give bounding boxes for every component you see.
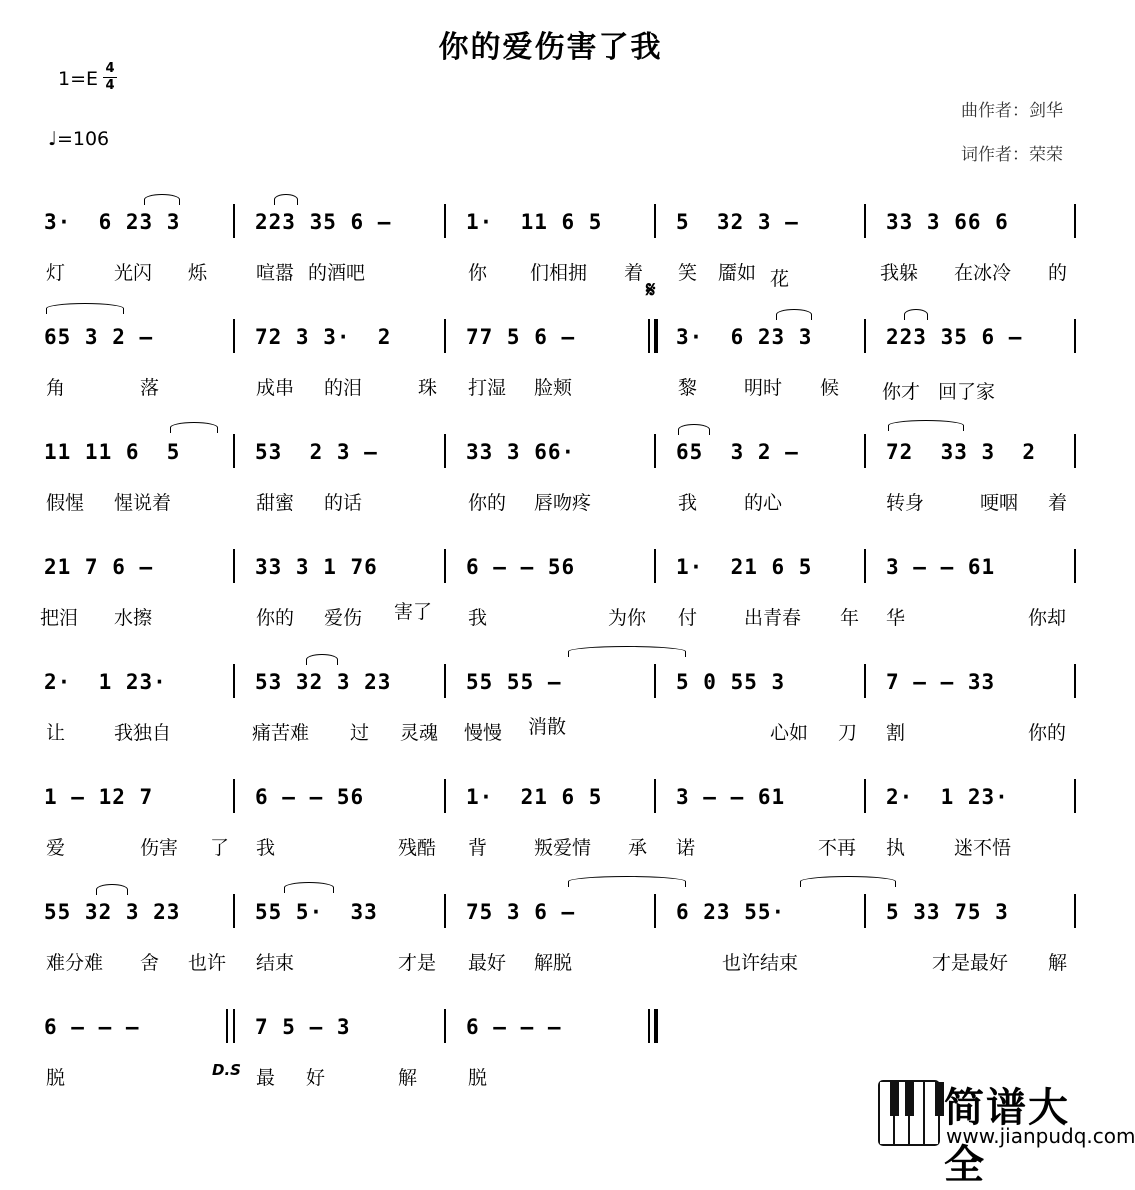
lyric: 笑 <box>678 262 698 284</box>
lyric: 解 <box>1048 952 1068 974</box>
lyric: 叛爱情 <box>534 837 592 859</box>
lyric: 舍 <box>140 952 160 974</box>
barline <box>444 319 446 353</box>
tie-arc <box>284 882 334 893</box>
piano-key <box>925 1082 938 1144</box>
measure: 11 11 6 5 <box>44 440 181 464</box>
logo-text: 简谱大全 <box>944 1085 1070 1188</box>
double-barline <box>648 319 650 353</box>
tie-arc <box>96 884 128 895</box>
lyric: 角 <box>46 377 66 399</box>
lyric: 你 <box>468 262 488 284</box>
lyric: 的话 <box>324 492 363 514</box>
barline <box>444 434 446 468</box>
lyric: 假惺 <box>46 492 85 514</box>
time-signature-bottom: 4 <box>105 78 115 93</box>
tie-arc <box>170 422 218 433</box>
composer-credit: 曲作者：剑华 <box>961 101 1063 121</box>
double-barline <box>654 319 658 353</box>
measure: 33 3 66 6 <box>886 210 1009 234</box>
notes-row-3 <box>0 428 1101 474</box>
barline <box>444 549 446 583</box>
measure: 55 32 3 23 <box>44 900 181 924</box>
lyric: 付 <box>678 607 698 629</box>
score-row-2 <box>0 313 1101 403</box>
key-signature: 1=E <box>58 68 99 90</box>
lyricist-credit: 词作者：荣荣 <box>961 145 1063 165</box>
lyric: 回了家 <box>938 381 996 403</box>
notes-row-1 <box>0 198 1101 244</box>
lyric: 喧嚣 <box>256 262 295 284</box>
lyric: 明时 <box>744 377 783 399</box>
barline <box>654 894 656 928</box>
measure: 72 3 3· 2 <box>255 325 392 349</box>
lyric: 脸颊 <box>534 377 573 399</box>
barline <box>654 204 656 238</box>
measure: 55 5· 33 <box>255 900 378 924</box>
barline <box>864 664 866 698</box>
barline <box>864 434 866 468</box>
lyric: 难分难 <box>46 952 104 974</box>
measure: 1· 21 6 5 <box>676 555 813 579</box>
barline <box>1074 204 1076 238</box>
measure: 223 35 6 – <box>886 325 1023 349</box>
lyric: 年 <box>840 607 860 629</box>
barline <box>1074 779 1076 813</box>
barline <box>1074 894 1076 928</box>
lyric: 华 <box>886 607 906 629</box>
tie-arc <box>776 309 812 320</box>
notes-row-4 <box>0 543 1101 589</box>
site-logo <box>878 1080 1135 1188</box>
measure: 6 – – 56 <box>255 785 365 809</box>
score-row-5 <box>0 658 1101 748</box>
measure: 77 5 6 – <box>466 325 576 349</box>
barline <box>654 549 656 583</box>
lyric: 珠 <box>418 377 438 399</box>
lyric: 伤害 <box>140 837 179 859</box>
barline <box>233 204 235 238</box>
piano-black-key <box>905 1082 914 1116</box>
measure: 1· 21 6 5 <box>466 785 603 809</box>
measure: 5 33 75 3 <box>886 900 1009 924</box>
lyric: 你的 <box>1028 722 1067 744</box>
notes-row-8 <box>0 1003 1101 1049</box>
lyric: 爱 <box>46 837 66 859</box>
lyric: 把泪 <box>40 607 79 629</box>
measure: 6 – – – <box>466 1015 562 1039</box>
barline <box>444 894 446 928</box>
lyric: 痛苦难 <box>252 722 310 744</box>
barline <box>444 664 446 698</box>
barline <box>1074 664 1076 698</box>
lyric: 转身 <box>886 492 925 514</box>
barline <box>233 894 235 928</box>
lyric: 打湿 <box>468 377 507 399</box>
notes-row-6 <box>0 773 1101 819</box>
lyric: 在冰冷 <box>954 262 1012 284</box>
barline <box>864 779 866 813</box>
lyric: 刀 <box>838 722 858 744</box>
barline <box>233 779 235 813</box>
lyric: 解脱 <box>534 952 573 974</box>
measure: 33 3 66· <box>466 440 576 464</box>
measure: 1· 11 6 5 <box>466 210 603 234</box>
barline <box>233 434 235 468</box>
lyric: 惺说着 <box>114 492 172 514</box>
barline <box>654 664 656 698</box>
barline <box>233 319 235 353</box>
lyric: 我 <box>468 607 488 629</box>
lyric: 脱 <box>46 1067 66 1089</box>
measure: 3· 6 23 3 <box>676 325 813 349</box>
measure: 3 – – 61 <box>886 555 996 579</box>
measure: 53 2 3 – <box>255 440 378 464</box>
lyric: 消散 <box>528 716 567 738</box>
measure: 7 – – 33 <box>886 670 996 694</box>
lyric: 让 <box>46 722 66 744</box>
lyric: 了 <box>210 837 230 859</box>
lyric: 才是 <box>398 952 437 974</box>
lyric: 黎 <box>678 377 698 399</box>
measure: 33 3 1 76 <box>255 555 378 579</box>
tie-arc <box>274 194 298 205</box>
piano-black-key <box>935 1082 944 1116</box>
slur-arc <box>800 876 896 887</box>
double-barline <box>226 1009 228 1043</box>
lyric: 着 <box>1048 492 1068 514</box>
barline <box>233 549 235 583</box>
notes-row-5 <box>0 658 1101 704</box>
score-row-3 <box>0 428 1101 518</box>
lyric: 靥如 <box>718 262 757 284</box>
lyric: 害了 <box>394 601 433 623</box>
lyric: 水擦 <box>114 607 153 629</box>
measure: 3 – – 61 <box>676 785 786 809</box>
barline <box>444 1009 446 1043</box>
lyric: 慢慢 <box>464 722 503 744</box>
barline <box>444 204 446 238</box>
lyric: 候 <box>820 377 840 399</box>
barline <box>654 779 656 813</box>
tie-arc <box>904 309 928 320</box>
measure: 72 33 3 2 <box>886 440 1037 464</box>
lyric: 花 <box>770 268 790 290</box>
barline <box>444 779 446 813</box>
lyric: 残酷 <box>398 837 437 859</box>
lyric: 的心 <box>744 492 783 514</box>
measure: 65 3 2 – <box>44 325 154 349</box>
time-signature <box>103 62 117 93</box>
score-row-1 <box>0 198 1101 303</box>
measure: 223 35 6 – <box>255 210 392 234</box>
logo-url: www.jianpudq.com <box>946 1124 1135 1148</box>
measure: 6 – – 56 <box>466 555 576 579</box>
segno-sign: 𝄋 <box>646 278 656 303</box>
time-signature-top: 4 <box>105 61 115 76</box>
lyric: 不再 <box>818 837 857 859</box>
final-barline <box>648 1009 650 1043</box>
measure: 75 3 6 – <box>466 900 576 924</box>
lyric: 背 <box>468 837 488 859</box>
lyric: 爱伤 <box>324 607 363 629</box>
lyric: 烁 <box>188 262 208 284</box>
lyric: 心如 <box>770 722 809 744</box>
measure: 6 23 55· <box>676 900 786 924</box>
lyric: 光闪 <box>114 262 153 284</box>
lyric: 最 <box>256 1067 276 1089</box>
slur-arc <box>568 876 686 887</box>
lyric: 最好 <box>468 952 507 974</box>
notes-row-7 <box>0 888 1101 934</box>
lyric: 的 <box>1048 262 1068 284</box>
lyric: 的酒吧 <box>308 262 366 284</box>
notes-row-2 <box>0 313 1101 359</box>
measure: 2· 1 23· <box>886 785 1009 809</box>
score-row-4 <box>0 543 1101 633</box>
lyric: 我独自 <box>114 722 172 744</box>
lyric: 我 <box>256 837 276 859</box>
lyric: 你的 <box>468 492 507 514</box>
barline <box>864 549 866 583</box>
measure: 1 – 12 7 <box>44 785 154 809</box>
barline <box>233 664 235 698</box>
lyric: 好 <box>306 1067 326 1089</box>
tie-arc <box>306 654 338 665</box>
lyric: 哽咽 <box>980 492 1019 514</box>
lyric: 我躲 <box>880 262 919 284</box>
lyric: 落 <box>140 377 160 399</box>
lyric: 你才 <box>882 381 921 403</box>
tie-arc <box>678 424 710 435</box>
lyric: 也许结束 <box>722 952 799 974</box>
lyric: 你的 <box>256 607 295 629</box>
lyric: 承 <box>628 837 648 859</box>
lyric: 的泪 <box>324 377 363 399</box>
lyric: 过 <box>350 722 370 744</box>
slur-arc <box>46 303 124 314</box>
piano-key <box>880 1082 895 1144</box>
lyric: 诺 <box>676 837 696 859</box>
measure: 65 3 2 – <box>676 440 799 464</box>
song-title: 你的爱伤害了我 <box>438 30 663 65</box>
measure: 3· 6 23 3 <box>44 210 181 234</box>
double-barline <box>233 1009 235 1043</box>
lyric: 们相拥 <box>530 262 588 284</box>
lyric: 解 <box>398 1067 418 1089</box>
lyric: 割 <box>886 722 906 744</box>
slur-arc <box>888 420 964 431</box>
measure: 2· 1 23· <box>44 670 167 694</box>
lyric: 你却 <box>1028 607 1067 629</box>
final-barline <box>654 1009 658 1043</box>
barline <box>864 894 866 928</box>
tempo-marking: ♩=106 <box>48 128 110 150</box>
barline <box>1074 319 1076 353</box>
tie-arc <box>144 194 180 205</box>
lyric: 成串 <box>256 377 295 399</box>
slur-arc <box>568 646 686 657</box>
barline <box>864 204 866 238</box>
barline <box>864 319 866 353</box>
lyric: 着 <box>624 262 644 284</box>
lyric: 灯 <box>46 262 66 284</box>
lyric: 出青春 <box>744 607 802 629</box>
measure: 21 7 6 – <box>44 555 154 579</box>
lyric: 为你 <box>608 607 647 629</box>
ds-marker: D.S <box>212 1061 241 1079</box>
score-row-7 <box>0 888 1101 978</box>
measure: 7 5 – 3 <box>255 1015 351 1039</box>
barline <box>1074 434 1076 468</box>
piano-black-key <box>890 1082 899 1116</box>
piano-icon <box>878 1080 940 1146</box>
barline <box>1074 549 1076 583</box>
lyric: 甜蜜 <box>256 492 295 514</box>
score-row-6 <box>0 773 1101 863</box>
measure: 5 0 55 3 <box>676 670 786 694</box>
lyric: 灵魂 <box>400 722 439 744</box>
measure: 6 – – – <box>44 1015 140 1039</box>
lyric: 才是最好 <box>932 952 1009 974</box>
lyric: 脱 <box>468 1067 488 1089</box>
measure: 55 55 – <box>466 670 562 694</box>
lyric: 结束 <box>256 952 295 974</box>
lyric: 执 <box>886 837 906 859</box>
lyric: 唇吻疼 <box>534 492 592 514</box>
lyric: 我 <box>678 492 698 514</box>
lyric: 也许 <box>188 952 227 974</box>
measure: 5 32 3 – <box>676 210 799 234</box>
measure: 53 32 3 23 <box>255 670 392 694</box>
lyric: 迷不悟 <box>954 837 1012 859</box>
barline <box>654 434 656 468</box>
